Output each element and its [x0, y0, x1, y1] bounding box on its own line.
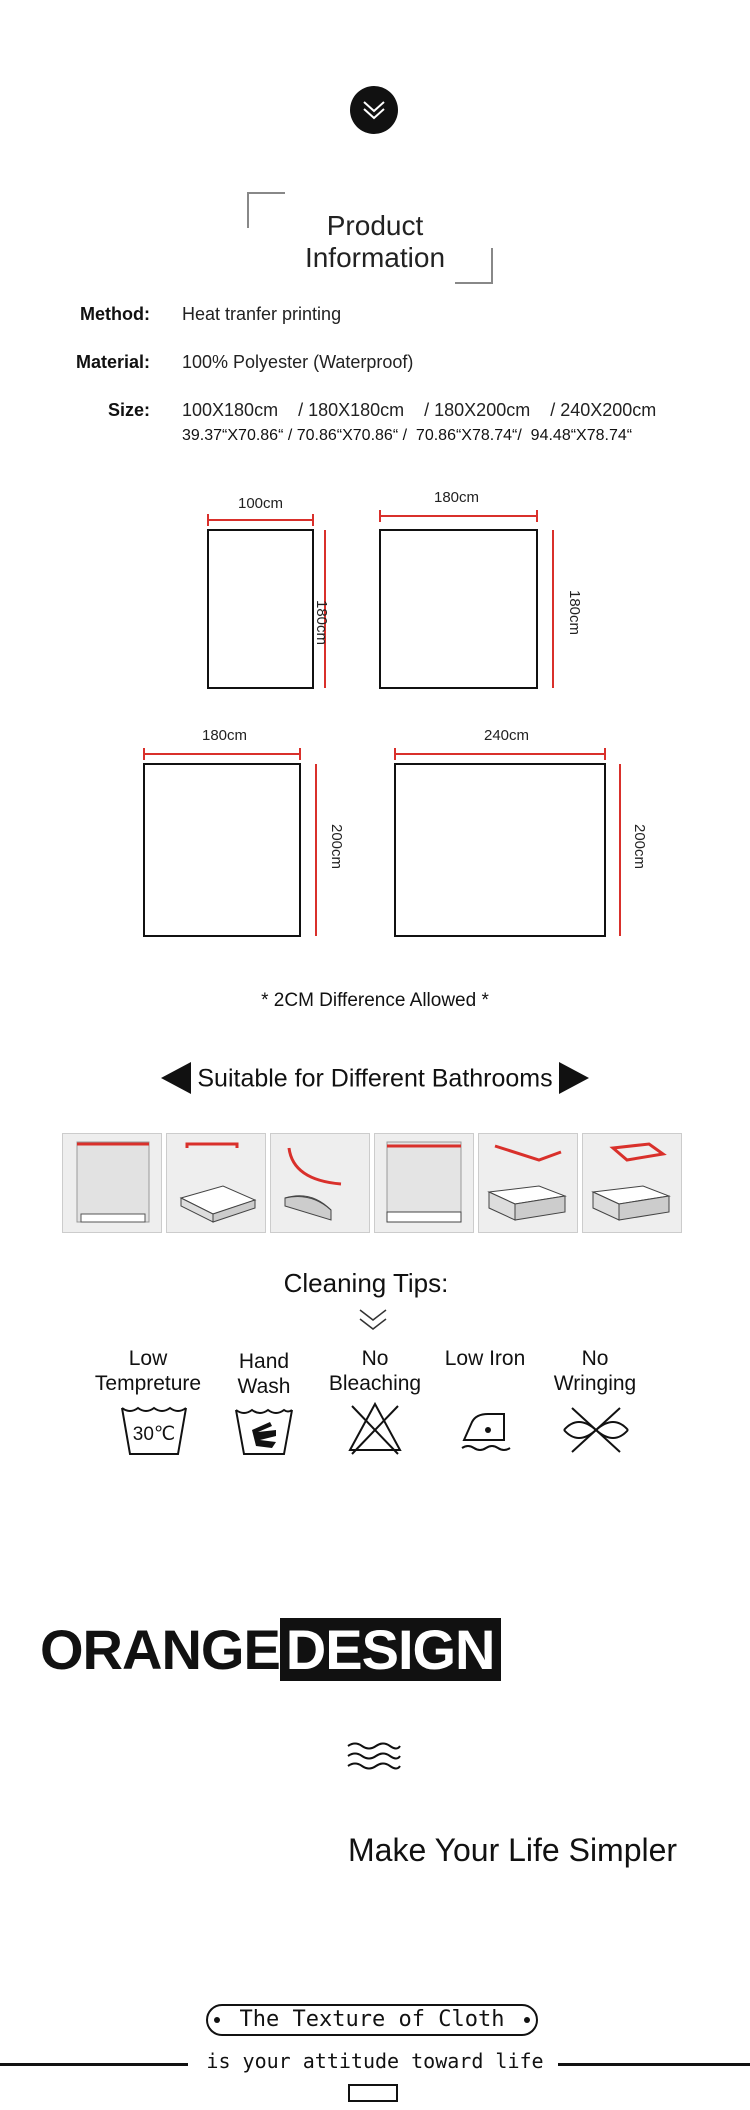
no-wring-icon [558, 1402, 634, 1456]
bathroom-thumb-bathtub-l [478, 1133, 578, 1233]
size-inches: 39.37“X70.86“ / 70.86“X70.86“ / 70.86“X78.74“/ 94.48“X78.74“ [182, 427, 633, 444]
tip-no-wringing [535, 1346, 655, 1396]
tip-hand-wash-line1: Hand [238, 1350, 290, 1373]
tip-low-temperature-line2: Tempreture [94, 1372, 202, 1395]
tip-no-bleaching-line1: No [361, 1347, 389, 1370]
diagram-1-width-label: 100cm [238, 495, 284, 512]
tip-no-bleaching [315, 1346, 435, 1396]
diagram-4-width-label: 240cm [484, 727, 530, 744]
size-diagram-240x200 [395, 748, 620, 936]
size-label: Size: [107, 400, 150, 420]
brand-part-1: ORANGE [40, 1618, 280, 1681]
material-label: Material: [75, 352, 150, 372]
size-diagram-180x180 [380, 510, 553, 688]
cleaning-title: Cleaning Tips: [283, 1268, 449, 1298]
diagram-3-width-label: 180cm [202, 727, 248, 744]
heading-line-1: Product [326, 210, 424, 241]
double-chevron-icon [358, 1306, 388, 1334]
size-diagram-100x180 [208, 514, 325, 688]
diagram-2-height-label: 180cm [566, 590, 583, 636]
diagram-1-height-label: 180cm [313, 600, 330, 646]
tip-hand-wash-line2: Wash [237, 1375, 291, 1398]
bathroom-thumb-corner-l [166, 1133, 266, 1233]
hand-wash-icon [232, 1400, 296, 1458]
wash-temp-text: 30℃ [132, 1424, 176, 1445]
difference-note: * 2CM Difference Allowed * [261, 990, 489, 1011]
size-diagrams [0, 480, 750, 950]
tip-low-temperature [88, 1346, 208, 1396]
brand-part-2: DESIGN [280, 1618, 501, 1681]
diagram-4-height-label: 200cm [631, 824, 648, 870]
low-iron-icon [458, 1400, 514, 1456]
method-value: Heat tranfer printing [182, 304, 342, 324]
bathroom-thumb-shower-stall [62, 1133, 162, 1233]
tip-no-wringing-line1: No [581, 1347, 609, 1370]
tip-low-temperature-line1: Low [128, 1347, 168, 1370]
left-triangle-icon [161, 1062, 191, 1094]
brand-logo [40, 1620, 501, 1680]
attitude-text: is your attitude toward life [206, 2049, 544, 2073]
bathroom-thumb-bathtub-rect [582, 1133, 682, 1233]
diagram-3-height-label: 200cm [328, 824, 345, 870]
bathroom-thumb-alcove [374, 1133, 474, 1233]
method-label: Method: [80, 304, 150, 324]
scroll-down-icon [350, 86, 398, 134]
texture-banner: The Texture of Cloth [206, 2004, 538, 2036]
heading-line-2: Information [304, 242, 446, 273]
footer-small-box [348, 2084, 398, 2102]
tip-no-bleaching-line2: Bleaching [328, 1372, 422, 1395]
tip-hand-wash [204, 1349, 324, 1399]
tip-low-iron-line2: Low Iron [444, 1347, 526, 1370]
tip-low-iron [425, 1346, 545, 1371]
tip-no-wringing-line2: Wringing [553, 1372, 637, 1395]
slogan: Make Your Life Simpler [348, 1832, 678, 1868]
no-bleach-icon [346, 1400, 404, 1456]
diagram-2-width-label: 180cm [434, 489, 480, 506]
suitable-title: Suitable for Different Bathrooms [197, 1064, 553, 1093]
suitable-title-row [0, 1064, 750, 1096]
waves-icon [346, 1740, 402, 1772]
right-triangle-icon [559, 1062, 589, 1094]
material-value: 100% Polyester (Waterproof) [182, 352, 414, 372]
size-diagram-180x200 [144, 748, 316, 936]
size-value: 100X180cm / 180X180cm / 180X200cm / 240X200cm [182, 400, 657, 420]
wash-30-icon [118, 1400, 190, 1458]
bathroom-thumb-corner-round [270, 1133, 370, 1233]
